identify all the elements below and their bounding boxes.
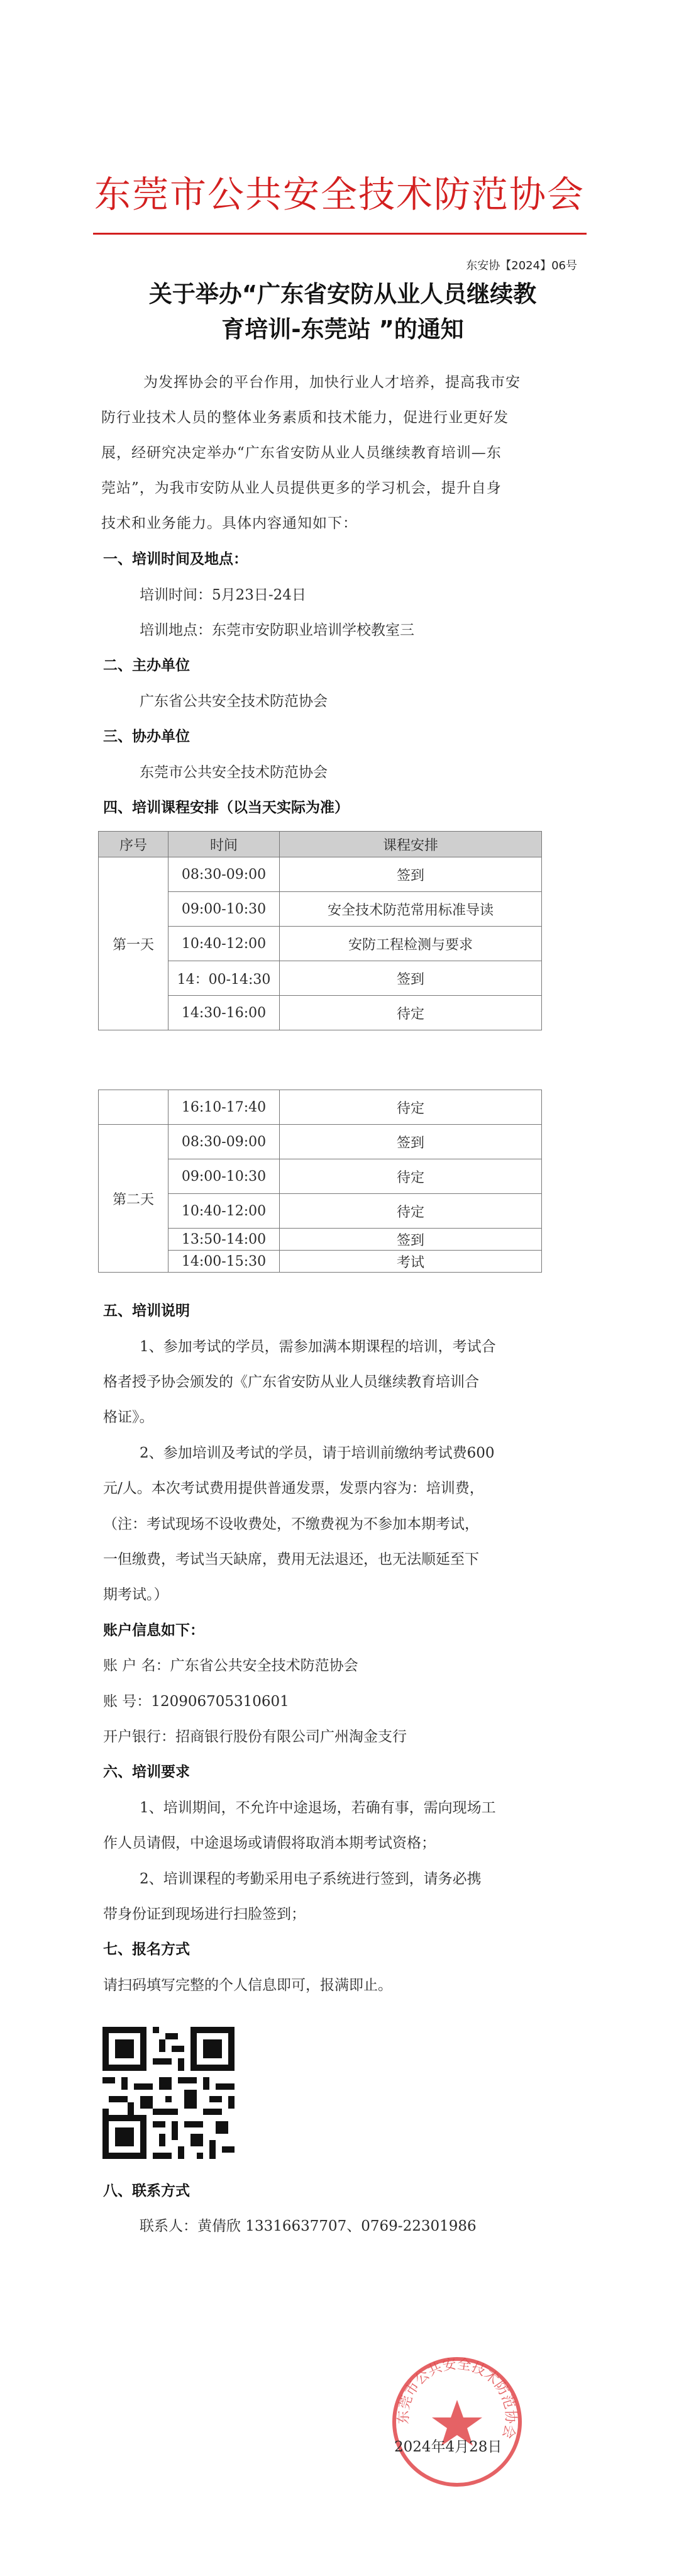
instruction-paragraph: 期考试。）: [103, 1586, 168, 1603]
section-heading: 一、培训时间及地点：: [103, 550, 248, 567]
course-cell: 签到: [280, 961, 542, 996]
issue-date: 2024年4月28日: [394, 2439, 502, 2455]
document-number: 东安协【2024】06号: [466, 259, 577, 272]
section-heading: 七、报名方式: [103, 1941, 190, 1958]
time-cell: 08:30-09:00: [168, 857, 280, 892]
instruction-paragraph: 2、参加培训及考试的学员，请于培训前缴纳考试费600: [140, 1445, 495, 1461]
course-cell: 签到: [280, 1229, 542, 1251]
official-seal-icon: [391, 2356, 523, 2488]
section-heading: 五、培训说明: [103, 1302, 190, 1319]
time-cell: 14:00-15:30: [168, 1251, 280, 1273]
intro-paragraph: [101, 365, 583, 541]
org-title: 东莞市公共安全技术防范协会: [94, 173, 585, 216]
account-heading: 账户信息如下：: [103, 1622, 204, 1639]
requirement-line: 1、培训期间，不允许中途退场，若确有事，需向现场工: [140, 1800, 496, 1816]
header-cell: 课程安排: [280, 832, 542, 857]
time-cell: 13:50-14:00: [168, 1229, 280, 1251]
instruction-paragraph: 格者授予协会颁发的《广东省安防从业人员继续教育培训合: [103, 1374, 479, 1390]
time-cell: 14:30-16:00: [168, 996, 280, 1030]
instruction-paragraph: 元/人。本次考试费用提供普通发票，发票内容为：培训费，: [103, 1480, 484, 1497]
schedule-table-day2: [98, 1090, 542, 1273]
intro-line: 技术和业务能力。具体内容通知如下：: [101, 515, 358, 532]
instruction-paragraph: 格证》。: [103, 1409, 154, 1425]
training-place: 培训地点：东莞市安防职业培训学校教室三: [140, 622, 414, 638]
table-row: [99, 857, 542, 892]
section-heading: 四、培训课程安排（以当天实际为准）: [103, 799, 349, 816]
course-cell: 待定: [280, 1090, 542, 1125]
account-number: 账 号：120906705310601: [103, 1693, 289, 1710]
host-org: 广东省公共安全技术防范协会: [140, 693, 328, 710]
section-heading: 八、联系方式: [103, 2182, 190, 2199]
notice-title-line: 育培训-东莞站 ”的通知: [221, 316, 464, 343]
table-row: [99, 1125, 542, 1159]
course-cell: 签到: [280, 1125, 542, 1159]
time-cell: 09:00-10:30: [168, 892, 280, 927]
section-heading: 三、协办单位: [103, 728, 190, 745]
instruction-paragraph: 一但缴费，考试当天缺席，费用无法退还，也无法顺延至下: [103, 1551, 479, 1568]
course-cell: 签到: [280, 857, 542, 892]
account-name: 账 户 名：广东省公共安全技术防范协会: [103, 1658, 358, 1674]
seal-text: 东莞市公共安全技术防范协会: [395, 2356, 519, 2441]
co-host-org: 东莞市公共安全技术防范协会: [140, 764, 328, 781]
requirement-line: 带身份证到现场进行扫脸签到；: [103, 1906, 306, 1922]
time-cell: 10:40-12:00: [168, 927, 280, 961]
time-cell: 16:10-17:40: [168, 1090, 280, 1125]
intro-line: 莞站”，为我市安防从业人员提供更多的学习机会，提升自身: [101, 480, 502, 496]
header-cell: 序号: [99, 832, 168, 857]
notice-title: [126, 277, 560, 347]
intro-line: 为发挥协会的平台作用，加快行业人才培养，提高我市安: [143, 374, 521, 391]
table-row: [99, 1090, 542, 1125]
course-cell: 待定: [280, 1159, 542, 1194]
requirement-line: 作人员请假，中途退场或请假将取消本期考试资格；: [103, 1835, 436, 1851]
table-header-row: [99, 832, 542, 857]
qr-code[interactable]: [102, 2027, 235, 2159]
instruction-paragraph: （注：考试现场不设收费处，不缴费视为不参加本期考试，: [103, 1516, 479, 1532]
training-time: 培训时间：5月23日-24日: [140, 587, 306, 603]
course-cell: 安全技术防范常用标准导读: [280, 892, 542, 927]
red-divider: [93, 233, 587, 235]
schedule-table-day1: [98, 831, 542, 1030]
section-heading: 二、主办单位: [103, 657, 190, 674]
instruction-paragraph: 1、参加考试的学员，需参加满本期课程的培训，考试合: [140, 1339, 496, 1355]
account-bank: 开户银行：招商银行股份有限公司广州淘金支行: [103, 1729, 407, 1745]
time-cell: 14：00-14:30: [168, 961, 280, 996]
notice-title-line: 关于举办“广东省安防从业人员继续教: [148, 281, 537, 308]
course-cell: 安防工程检测与要求: [280, 927, 542, 961]
time-cell: 08:30-09:00: [168, 1125, 280, 1159]
section-heading: 六、培训要求: [103, 1763, 190, 1780]
time-cell: 09:00-10:30: [168, 1159, 280, 1194]
course-cell: 待定: [280, 1194, 542, 1229]
course-cell: 考试: [280, 1251, 542, 1273]
header-cell: 时间: [168, 832, 280, 857]
intro-line: 展，经研究决定举办“广东省安防从业人员继续教育培训—东: [101, 445, 502, 461]
day-label: 第二天: [99, 1125, 168, 1273]
contact-info: 联系人：黄倩欣 13316637707、0769-22301986: [140, 2218, 477, 2234]
course-cell: 待定: [280, 996, 542, 1030]
registration-text: 请扫码填写完整的个人信息即可，报满即止。: [103, 1977, 392, 1993]
intro-line: 防行业技术人员的整体业务素质和技术能力，促进行业更好发: [101, 410, 509, 426]
day-label: 第一天: [99, 857, 168, 1030]
time-cell: 10:40-12:00: [168, 1194, 280, 1229]
requirement-line: 2、培训课程的考勤采用电子系统进行签到，请务必携: [140, 1871, 482, 1887]
empty-cell: [99, 1090, 168, 1125]
